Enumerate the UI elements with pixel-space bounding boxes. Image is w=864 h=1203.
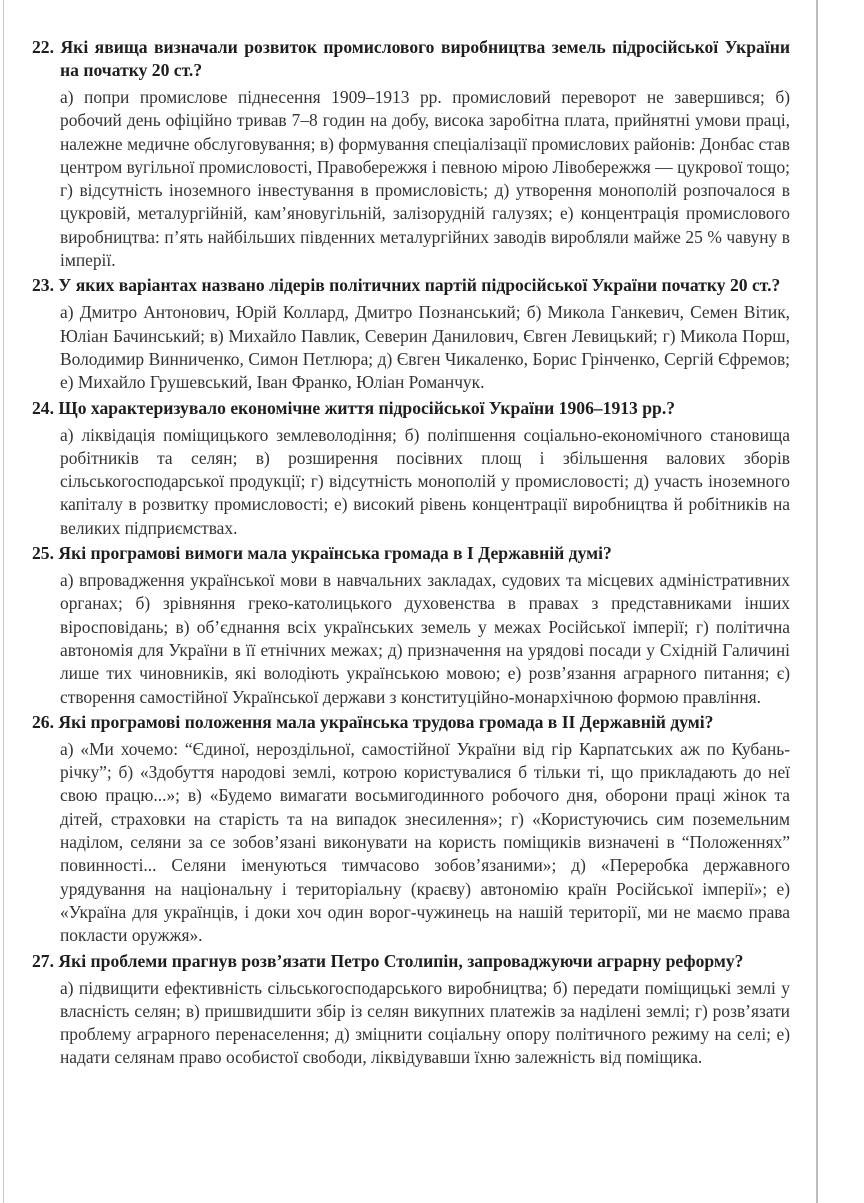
question-title: 25. Які програмові вимоги мала українська громада в І Державній думі? bbox=[32, 543, 612, 564]
question-answers: а) попри промислове піднесення 1909–1913 рр. промисловий переворот не завершився; б) робочий день офіційно тривав 7–8 годин на добу, висока заробітна плата, прийнятні умови праці, належне медичне обслуговування; в) формування спеціалізації промислових районів: Донбас став центром вугільної промисловості, Правобережжя і певною мірою Лівобережжя — цукрової тощо; г) відсутність іноземного інвестування в промисловість; д) утворення монополій розпочалося в цукровій, металургійній, кам’яновугільній, залізорудній галузях; е) концентрація промислового виробництва: п’ять найбільших південних металургійних заводів виробляли майже 25 % чавуну в імперії. bbox=[60, 87, 790, 271]
question-list bbox=[32, 36, 790, 1072]
question-title: 23. У яких варіантах названо лідерів політичних партій підросійської України початку 20 ст.? bbox=[32, 275, 781, 296]
question-answers: а) «Ми хочемо: “Єдиної, нероздільної, самостійної України від гір Карпатських аж по Кубань-річку”; б) «Здобуття народові землі, котрою користувалися б тільки ті, що прикладають до неї свою працю...»; в) «Будемо вимагати восьмигодинного робочого дня, оборони праці жінок та дітей, страховки на старість та на випадок знесилення»; г) «Користуючись сим поземельним наділом, селяни за се зобов’язані виконувати на користь поміщиків визначені в “Положеннях” повинності... Селяни іменуються тимчасово зобов’язаними»; д) «Переробка державного урядування на національну і територіальну (краєву) автономію країн Російської імперії»; е) «Україна для українців, і доки хоч один ворог-чужинець на нашій території, ми не маємо права покласти оружжя». bbox=[60, 738, 790, 946]
question-answers: а) Дмитро Антонович, Юрій Коллард, Дмитро Познанський; б) Микола Ганкевич, Семен Вітик, Юліан Бачинський; в) Михайло Павлик, Северин Данилович, Євген Левицький; г) Микола Порш, Володимир Винниченко, Симон Петлюра; д) Євген Чикаленко, Борис Грінченко, Сергій Єфремов; е) Михайло Грушевський, Іван Франко, Юліан Романчук. bbox=[60, 302, 790, 393]
question-23 bbox=[32, 274, 790, 394]
question-26 bbox=[32, 711, 790, 948]
question-title: 24. Що характеризувало економічне життя підросійської України 1906–1913 рр.? bbox=[32, 397, 676, 418]
question-answers: а) впровадження української мови в навчальних закладах, судових та місцевих адміністративних органах; б) зрівняння греко-католицького духовенства в правах з представниками інших віросповідань; в) об’єднання всіх українських земель у межах Російської імперії; г) політична автономія для України в її етнічних межах; д) призначення на урядові посади у Східній Галичині лише тих чиновників, які володіють українською мовою; е) розв’язання аграрного питання; є) створення самостійної Української держави з конституційно-монархічною формою правління. bbox=[60, 570, 790, 707]
question-answers: а) підвищити ефективність сільськогосподарського виробництва; б) передати поміщицькі землі у власність селян; в) пришвидшити збір із селян викупних платежів за наділені землі; г) розв’язати проблему аграрного перенаселення; д) зміцнити соціальну опору політичного режиму на селі; е) надати селянам право особистої свободи, ліквідувавши їхню залежність від поміщика. bbox=[60, 977, 790, 1068]
question-22 bbox=[32, 36, 790, 272]
question-24 bbox=[32, 397, 790, 540]
question-answers: а) ліквідація поміщицького землеволодіння; б) поліпшення соціально-економічного становища робітників та селян; в) розширення посівних площ і збільшення валових зборів сільськогосподарської продукції; г) відсутність монополій у промисловості; д) участь іноземного капіталу в розвитку промисловості; е) високий рівень концентрації виробництва й робітників на великих підприємствах. bbox=[60, 424, 790, 538]
question-27 bbox=[32, 950, 790, 1070]
question-title: 26. Які програмові положення мала українська трудова громада в ІІ Державній думі? bbox=[32, 711, 714, 732]
question-title: 27. Які проблеми прагнув розв’язати Петро Столипін, запроваджуючи аграрну реформу? bbox=[32, 950, 744, 971]
question-25 bbox=[32, 542, 790, 709]
question-title: 22. Які явища визначали розвиток промислового виробництва земель підросійської України на початку 20 ст.? bbox=[32, 37, 790, 80]
